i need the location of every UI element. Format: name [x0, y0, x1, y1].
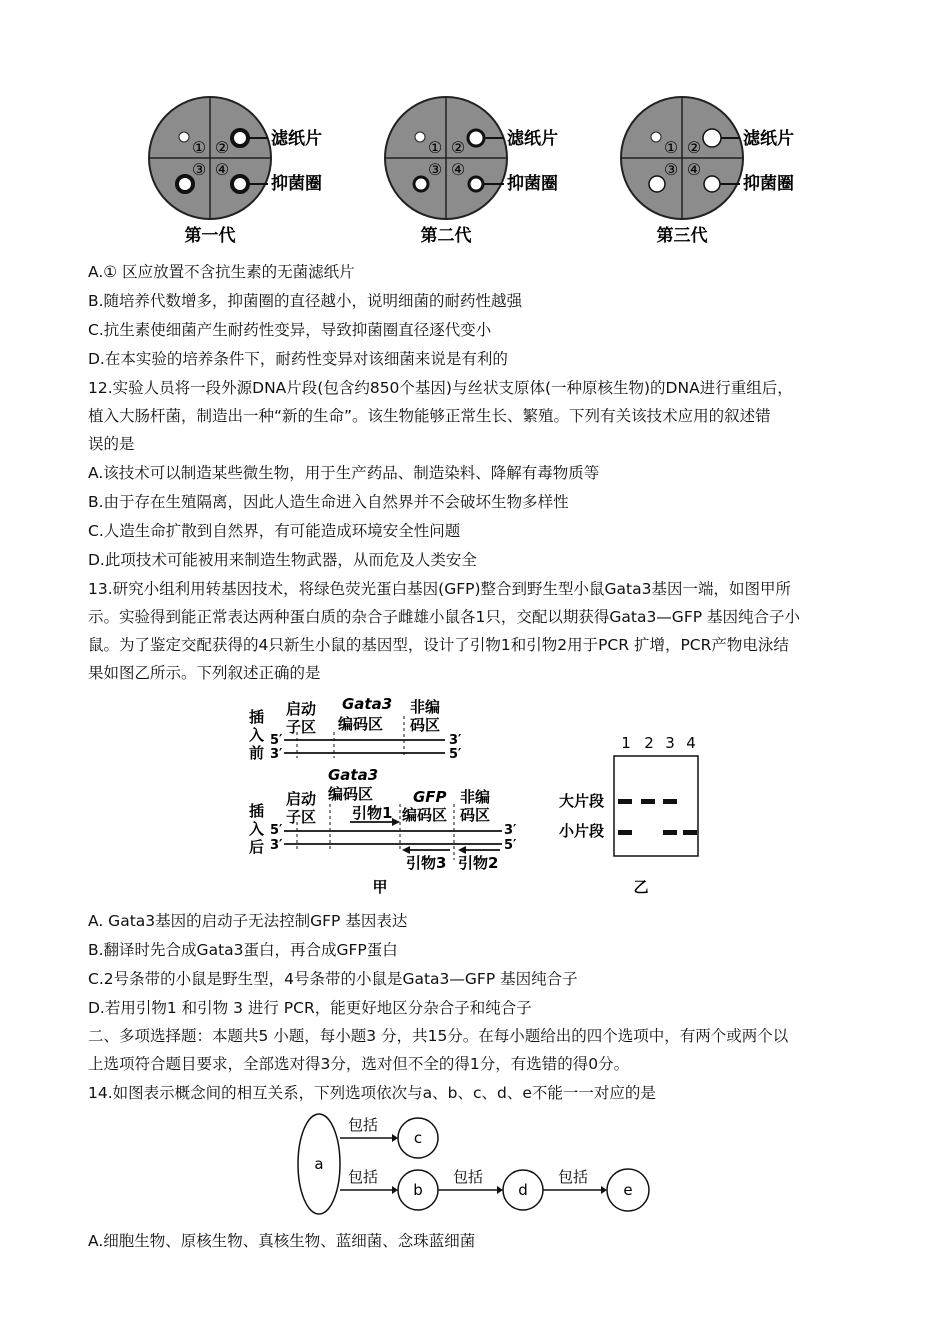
dish-caption: 第一代: [184, 226, 236, 246]
figure-jia-caption: 甲: [372, 878, 388, 896]
dish-caption: 第三代: [656, 226, 708, 246]
before-label-1: 插: [249, 708, 265, 726]
three-prime-label: 3′: [270, 838, 283, 853]
promoter-label-1: 启动: [286, 790, 317, 808]
q11-option-c: C.抗生素使细菌产生耐药性变异，导致抑菌圈直径逐代变小: [88, 321, 492, 339]
zone-2-label: ②: [214, 138, 230, 157]
three-prime-label: 3′: [449, 733, 462, 748]
gfp-coding-label: 编码区: [402, 806, 448, 824]
zone-1-label: ①: [427, 138, 443, 157]
node-b-label: b: [413, 1181, 423, 1199]
q12-stem-line-3: 误的是: [88, 435, 135, 453]
noncoding-label-1: 非编: [410, 698, 441, 716]
band-lane1-big: [618, 799, 632, 804]
q11-option-d: D.在本实验的培养条件下，耐药性变异对该细菌来说是有利的: [88, 350, 508, 368]
inhibition-zone-label: 抑菌圈: [507, 174, 558, 194]
q12-stem-line-1: 12.实验人员将一段外源DNA片段(包含约850个基因)与丝状支原体(一种原核生物)的DNA进行重组后，: [88, 379, 793, 397]
dish-generation-3: [621, 97, 794, 246]
gata3-label: Gata3: [342, 695, 393, 713]
node-a-label: a: [314, 1155, 324, 1173]
noncoding-label-1: 非编: [460, 788, 491, 806]
q12-option-b: B.由于存在生殖隔离，因此人造生命进入自然界并不会破坏生物多样性: [88, 493, 569, 511]
q13-option-a: A. Gata3基因的启动子无法控制GFP 基因表达: [88, 912, 408, 930]
culture-dishes-figure: [140, 88, 820, 250]
primer3-label: 引物3: [406, 854, 447, 872]
filter-paper-label: 滤纸片: [743, 129, 794, 149]
q13-option-d: D.若用引物1 和引物 3 进行 PCR，能更好地区分杂合子和纯合子: [88, 999, 532, 1017]
includes-label: 包括: [347, 1168, 379, 1186]
q13-stem-line-2: 示。实验得到能正常表达两种蛋白质的杂合子雌雄小鼠各1只，交配以期获得Gata3—GFP 基因纯合子小: [88, 608, 801, 626]
promoter-label-2: 子区: [286, 718, 317, 736]
q14-option-a: A.细胞生物、原核生物、真核生物、蓝细菌、念珠蓝细菌: [88, 1232, 476, 1250]
figure-yi-electrophoresis: [555, 730, 705, 896]
q13-stem-line-3: 鼠。为了鉴定交配获得的4只新生小鼠的基因型，设计了引物1和引物2用于PCR 扩增，PCR产物电泳结: [88, 636, 789, 654]
noncoding-label-2: 码区: [410, 716, 441, 734]
zone-1-label: ①: [663, 138, 679, 157]
lane-label-2: 2: [644, 734, 654, 752]
q12-option-d: D.此项技术可能被用来制造生物武器，从而危及人类安全: [88, 551, 477, 569]
five-prime-label: 5′: [270, 733, 283, 748]
q12-stem-line-2: 植入大肠杆菌，制造出一种“新的生命”。该生物能够正常生长、繁殖。下列有关该技术应用的叙述错: [88, 407, 771, 425]
inhibition-zone-label: 抑菌圈: [271, 174, 322, 194]
after-label-2: 入: [249, 820, 265, 838]
zone-4-label: ④: [686, 160, 702, 179]
before-label-2: 入: [249, 726, 265, 744]
lane-label-1: 1: [621, 734, 631, 752]
small-fragment-label: 小片段: [559, 822, 605, 840]
zone-3-label: ③: [191, 160, 207, 179]
q11-option-b: B.随培养代数增多，抑菌圈的直径越小，说明细菌的耐药性越强: [88, 292, 523, 310]
three-prime-label: 3′: [270, 747, 283, 762]
figure-yi-caption: 乙: [633, 878, 649, 896]
band-lane2-big: [641, 799, 655, 804]
q13-stem-line-1: 13.研究小组利用转基因技术，将绿色荧光蛋白基因(GFP)整合到野生型小鼠Gata3基因一端，如图甲所: [88, 580, 791, 598]
five-prime-label: 5′: [504, 838, 517, 853]
zone-4-label: ④: [214, 160, 230, 179]
after-label-1: 插: [249, 802, 265, 820]
primer2-label: 引物2: [458, 854, 499, 872]
gata3-coding-label: 编码区: [338, 715, 384, 733]
figure-jia-gene-diagram: [240, 692, 540, 898]
band-lane3-small: [663, 830, 677, 835]
includes-label: 包括: [557, 1168, 589, 1186]
includes-label: 包括: [452, 1168, 484, 1186]
zone-2-label: ②: [450, 138, 466, 157]
five-prime-label: 5′: [449, 747, 462, 762]
promoter-label-2: 子区: [286, 808, 317, 826]
zone-3-label: ③: [663, 160, 679, 179]
after-label-3: 后: [249, 838, 265, 856]
q14-concept-diagram: [296, 1110, 661, 1218]
filter-paper-label: 滤纸片: [271, 129, 322, 149]
q13-option-b: B.翻译时先合成Gata3蛋白，再合成GFP蛋白: [88, 941, 398, 959]
node-e-label: e: [623, 1181, 633, 1199]
dish-generation-1: [149, 97, 322, 246]
zone-4-label: ④: [450, 160, 466, 179]
primer1-label: 引物1: [352, 804, 393, 822]
filter-paper-label: 滤纸片: [507, 129, 558, 149]
inhibition-zone-label: 抑菌圈: [743, 174, 794, 194]
q14-stem: 14.如图表示概念间的相互关系，下列选项依次与a、b、c、d、e不能一一对应的是: [88, 1084, 656, 1102]
before-label-3: 前: [249, 744, 265, 762]
q13-stem-line-4: 果如图乙所示。下列叙述正确的是: [88, 664, 321, 682]
gata3-label: Gata3: [328, 766, 379, 784]
gfp-label: GFP: [413, 788, 447, 806]
dish-generation-2: [385, 97, 558, 246]
zone-3-label: ③: [427, 160, 443, 179]
node-d-label: d: [518, 1181, 528, 1199]
lane-label-4: 4: [686, 734, 696, 752]
zone-1-label: ①: [191, 138, 207, 157]
node-c-label: c: [413, 1129, 423, 1147]
section2-header-line-2: 上选项符合题目要求，全部选对得3分，选对但不全的得1分，有选错的得0分。: [88, 1055, 630, 1073]
three-prime-label: 3′: [504, 823, 517, 838]
lane-label-3: 3: [665, 734, 675, 752]
q13-option-c: C.2号条带的小鼠是野生型，4号条带的小鼠是Gata3—GFP 基因纯合子: [88, 970, 578, 988]
promoter-label-1: 启动: [286, 700, 317, 718]
band-lane4-small: [683, 830, 697, 835]
band-lane1-small: [618, 830, 632, 835]
dish-caption: 第二代: [420, 226, 472, 246]
five-prime-label: 5′: [270, 823, 283, 838]
section2-header-line-1: 二、多项选择题：本题共5 小题，每小题3 分，共15分。在每小题给出的四个选项中，有两个或两个以: [88, 1027, 789, 1045]
q11-option-a: A.① 区应放置不含抗生素的无菌滤纸片: [88, 263, 355, 281]
q12-option-c: C.人造生命扩散到自然界，有可能造成环境安全性问题: [88, 522, 461, 540]
band-lane3-big: [663, 799, 677, 804]
gata3-coding-label: 编码区: [328, 785, 374, 803]
zone-2-label: ②: [686, 138, 702, 157]
includes-label: 包括: [347, 1116, 379, 1134]
noncoding-label-2: 码区: [460, 806, 491, 824]
q12-option-a: A.该技术可以制造某些微生物，用于生产药品、制造染料、降解有毒物质等: [88, 464, 600, 482]
big-fragment-label: 大片段: [559, 792, 605, 810]
